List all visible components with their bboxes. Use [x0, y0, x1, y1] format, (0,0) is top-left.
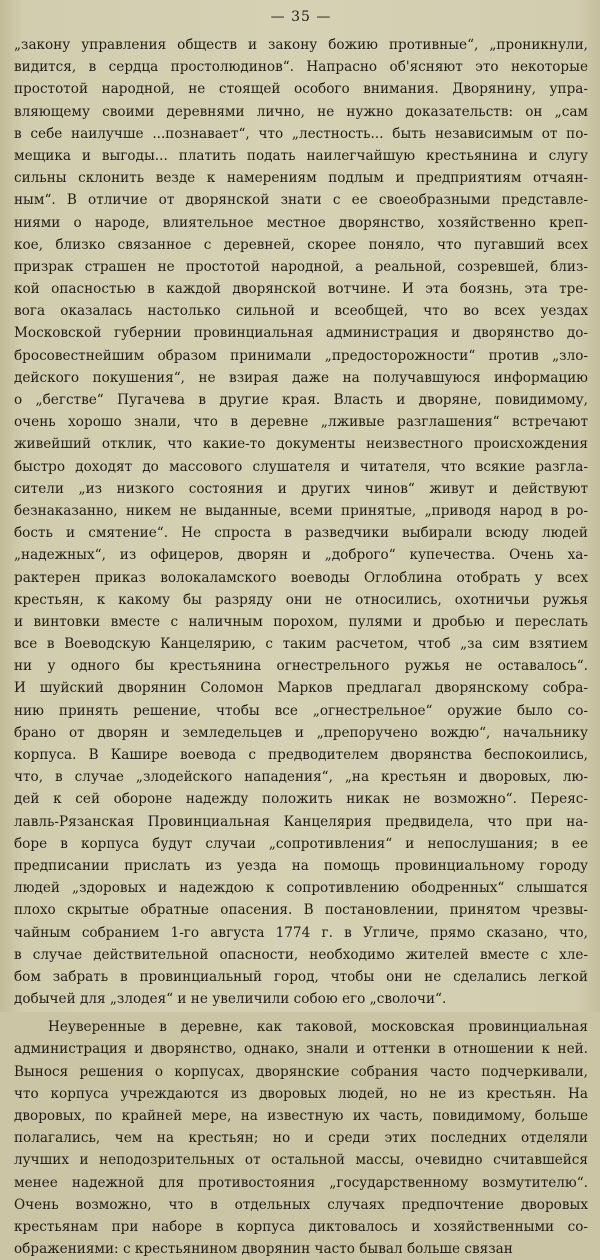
text-line: мещика и выгоды... платить подать наилегчайшую крестьянина и слугу — [14, 147, 588, 164]
text-line: ображениями: с крестьянином дворянин часто бывал больше связан — [14, 1241, 513, 1258]
text-line: вляющему своими деревнями лично, не нужно доказательств: он „сам — [14, 103, 588, 120]
text-line: кое, близко связанное с деревней, скорее поняло, что пугавший всех — [14, 236, 588, 253]
page-body — [14, 34, 588, 1260]
text-line: корпуса. В Кашире воевода с предводителем дворянства беспокоились, — [14, 747, 588, 763]
text-line: Московской губернии провинциальная администрация и дворянство до- — [14, 325, 588, 342]
text-line: полагались, чем на крестьян; но и среди этих последних отделяли — [14, 1130, 588, 1147]
text-line: бость и смятение“. Не спроста в разведчики выбирали всюду людей — [14, 525, 588, 542]
text-line: И шуйский дворянин Соломон Марков предлагал дворянскому собра- — [14, 680, 588, 697]
text-line: в себе наилучше ...познавает“, что „лестность... быть независимым от по- — [14, 125, 588, 142]
text-line: добычей для „злодея“ и не увеличили собою его „сволочи“. — [14, 991, 447, 1008]
text-line: крестьянам при наборе в корпуса диктовалось и хозяйственными со- — [14, 1218, 588, 1235]
paragraph-2 — [14, 1016, 588, 1260]
text-line: безнаказанно, никем не выданные, всеми принятые, „приводя народ в ро- — [14, 502, 588, 519]
text-line: быстро доходят до массового слушателя и читателя, что всякие разгла- — [14, 458, 588, 475]
text-line: нию принять решение, чтобы все „огнестрельное“ оружие было со- — [14, 702, 588, 719]
text-line: в случае действительной опасности, необходимо жителей вместе с хле- — [14, 946, 588, 963]
text-line: что корпуса учреждаются из дворовых людей, но не из крестьян. На — [14, 1085, 588, 1102]
text-line: призрак страшен не простотой народной, а реальной, созревшей, близ- — [14, 258, 588, 275]
text-line: очень хорошо знали, что в деревне „лживые разглашения“ встречают — [14, 414, 588, 431]
text-line: дворовых, по крайней мере, на известную их часть, повидимому, больше — [14, 1108, 588, 1124]
text-line: видится, в сердца простолюдинов“. Напрасно об'ясняют это некоторые — [14, 59, 588, 76]
text-line: бом забрать в провинциальный город, чтобы они не сделались легкой — [14, 968, 588, 985]
paragraph-1 — [14, 34, 588, 1010]
text-line: простотой народной, не стоящей особого внимания. Дворянину, упра- — [14, 81, 588, 98]
text-line: вога оказалась настолько сильной и всеобщей, что во всех уездах — [14, 303, 588, 320]
text-line: ни у одного бы крестьянина огнестрельного ружья не оставалось“. — [14, 658, 588, 675]
text-line: крестьян, к какому бы разряду они не относились, охотничьи ружья — [14, 591, 588, 608]
text-line: все в Воеводскую Канцелярию, с таким расчетом, чтоб „за сим взятием — [14, 636, 588, 653]
text-line: лучших и неподозрительных от остальной массы, очевидно считавшейся — [14, 1152, 588, 1169]
text-line: чайным собранием 1-го августа 1774 г. в Угличе, прямо сказано, что, — [14, 924, 588, 941]
text-line: людей „здоровых и надеждою к сопротивлению ободренных“ слышатся — [14, 880, 588, 897]
text-line: лавль-Рязанская Провинциальная Канцелярия предвидела, что при на- — [14, 813, 588, 830]
text-line: рактерен приказ волокаламского воеводы Оглоблина отобрать у всех — [14, 569, 588, 586]
text-line: дейского покушения“, не взирая даже на получавшуюся информацию — [14, 369, 588, 386]
text-line: „закону управления обществ и закону божию противные“, „проникнули, — [14, 37, 588, 53]
text-line: Неуверенные в деревне, как таковой, московская провинциальная — [48, 1019, 588, 1036]
text-line: о „бегстве“ Пугачева в другие края. Власть и дворяне, повидимому, — [14, 392, 588, 408]
text-line: плохо скрытые обратные опасения. В постановлении, принятом чрезвы- — [14, 902, 588, 919]
text-line: живейший отклик, что какие-то документы неизвестного происхождения — [14, 436, 588, 453]
text-line: боре в корпуса будут случаи „сопротивления“ и непослушания; в ее — [14, 835, 588, 852]
text-line: сители „из низкого состояния и других чинов“ живут и действуют — [14, 480, 588, 497]
text-line: дей к сей обороне надежду положить никак не возможно“. Переяс- — [14, 791, 588, 808]
text-line: менее надежной для противостояния „государственному возмутителю“. — [14, 1174, 588, 1191]
text-line: кой опасностью в каждой дворянской вотчине. И эта боязнь, эта тре- — [14, 281, 588, 298]
text-line: Вынося решения о корпусах, дворянские собрания часто подчеркивали, — [14, 1063, 588, 1080]
page-number: — 35 — — [270, 9, 332, 25]
text-line: и винтовки вместе с наличным порохом, пулями и дробью и переслать — [14, 613, 588, 630]
text-line: брано от дворян и земледельцев и „препоручено вождю“, начальнику — [14, 724, 588, 741]
text-line: бросовестнейшим образом принимали „предосторожности“ против „зло- — [14, 347, 588, 364]
text-line: Очень возможно, что в отдельных случаях предпочтение дворовых — [14, 1196, 588, 1213]
text-line: сильны склонить везде к намерениям подлым и предприятиям отчаян- — [14, 170, 588, 187]
text-line: предписании прислать из уезда на помощь провинциальному городу — [14, 857, 588, 874]
text-line: ниями о народе, влиятельное местное дворянство, хозяйственно креп- — [14, 214, 588, 231]
text-line: что, в случае „злодейского нападения“, „на крестьян и дворовых, лю- — [14, 769, 588, 786]
text-line: администрация и дворянство, однако, знали и оттенки в отношении к ней. — [14, 1041, 588, 1058]
text-line: ным“. В отличие от дворянской знати с ее своеобразными представле- — [14, 192, 588, 209]
text-line: „надежных“, из офицеров, дворян и „доброго“ купечества. Очень ха- — [14, 547, 588, 564]
